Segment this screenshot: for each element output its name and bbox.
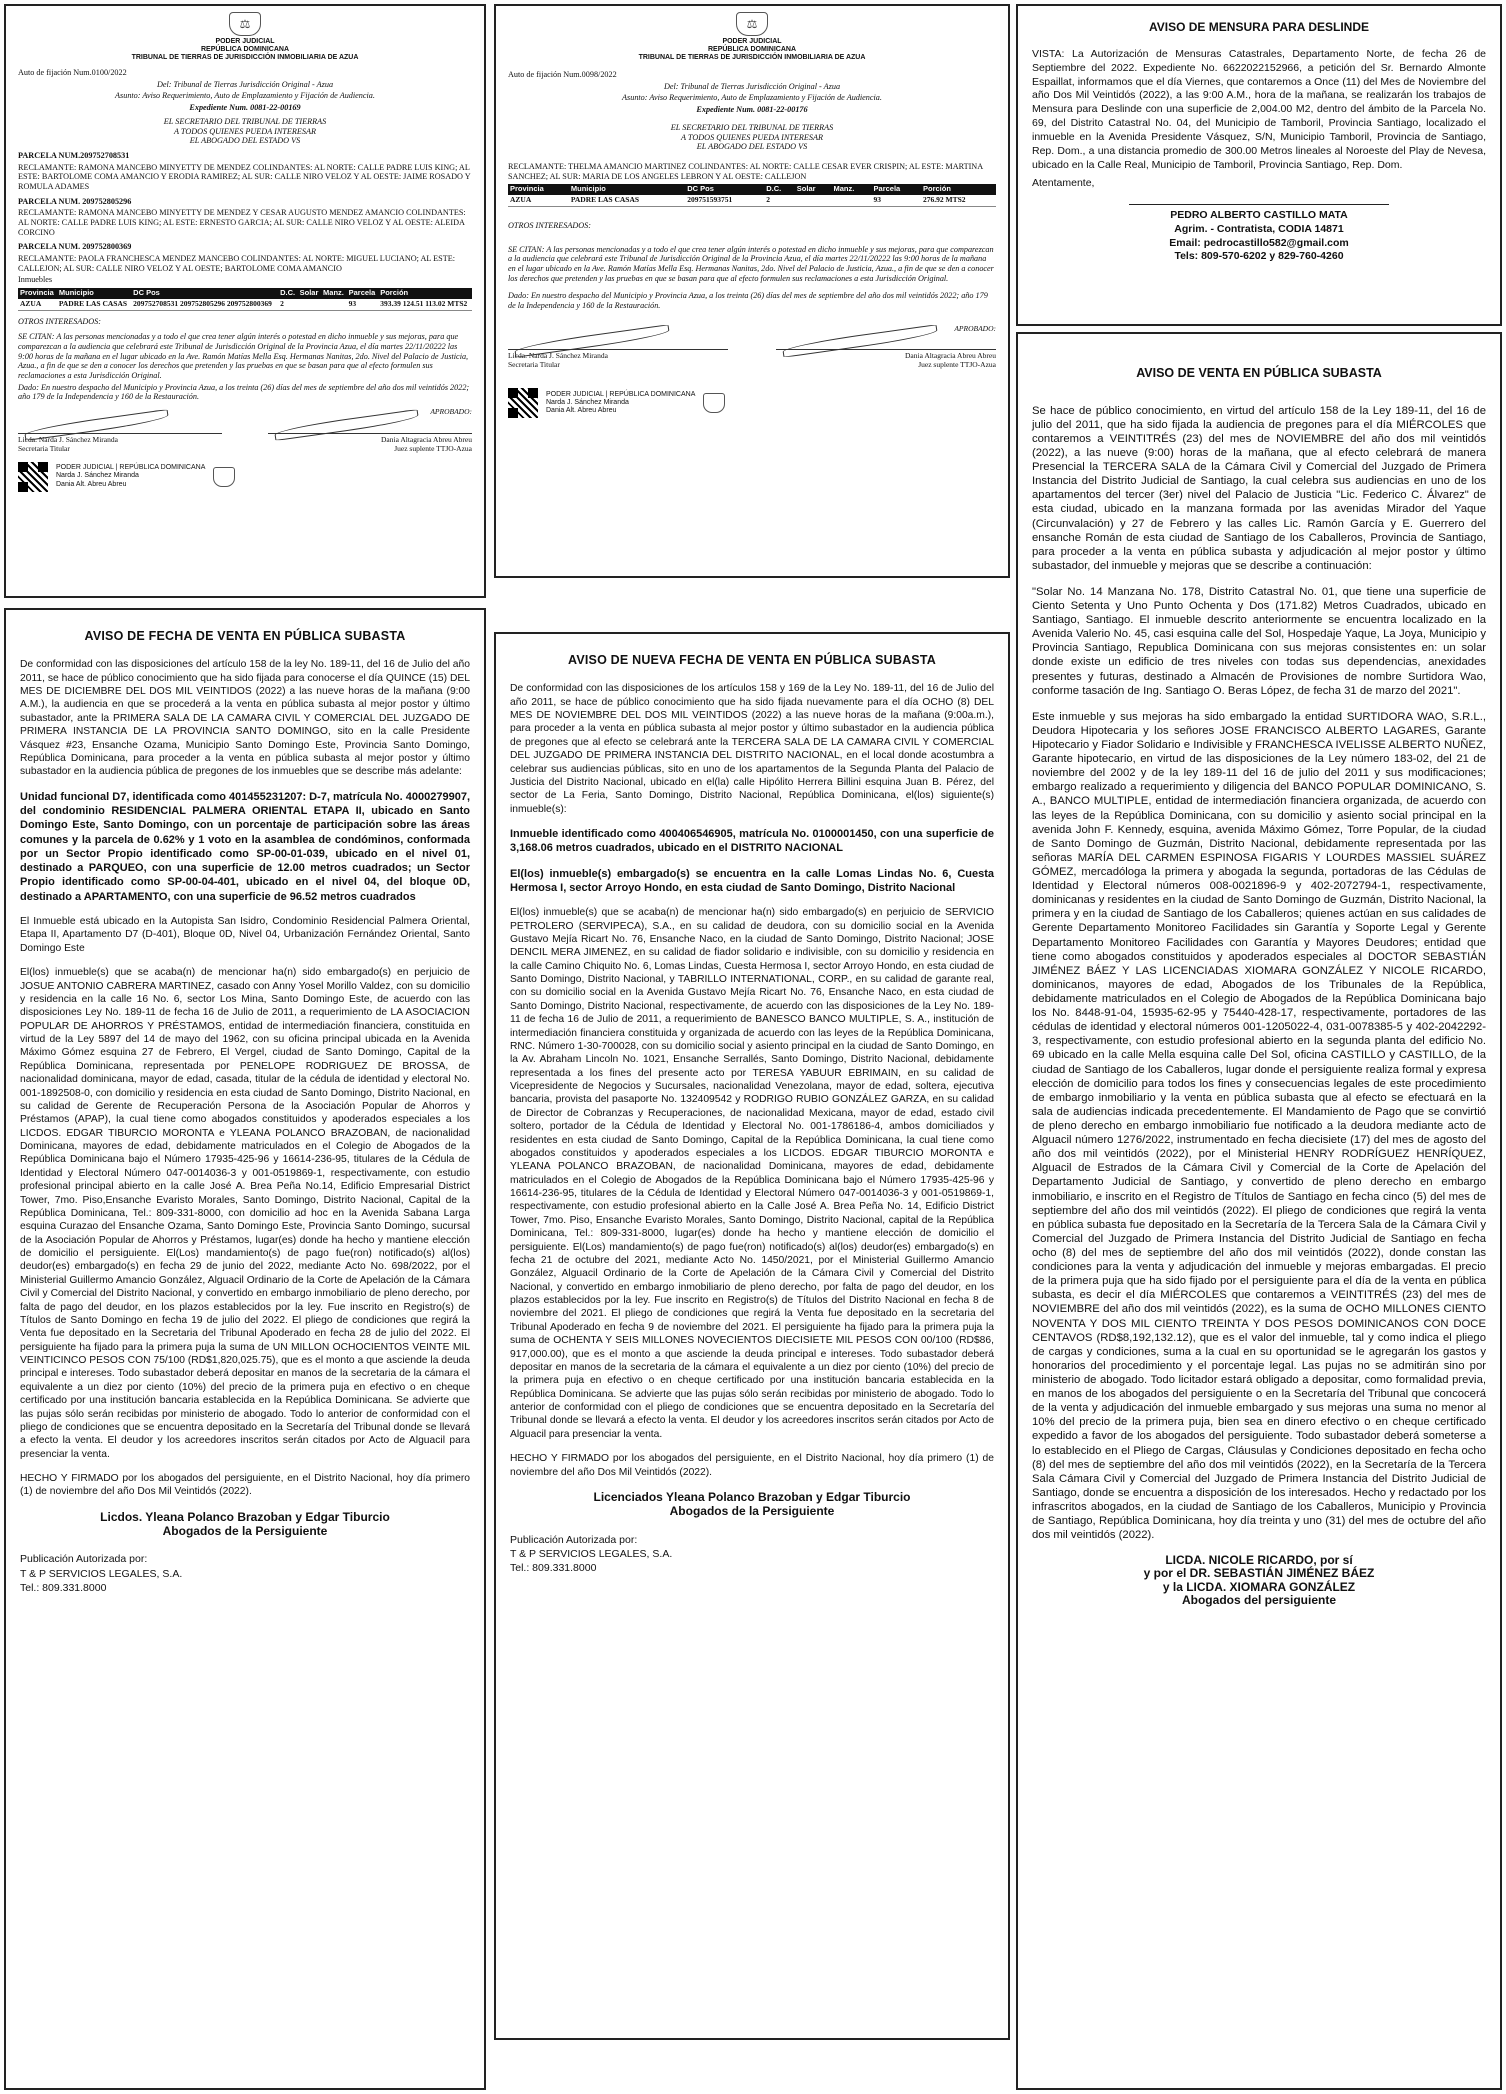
signature-judge (776, 325, 996, 371)
table-header: Parcela (347, 288, 379, 299)
signer-name: Licda. Narda J. Sánchez Miranda (18, 434, 118, 444)
notice-title: AVISO DE MENSURA PARA DESLINDE (1148, 20, 1370, 34)
handwritten-signature (508, 333, 728, 350)
table-header: DC Pos (131, 288, 278, 299)
table-cell: PADRE LAS CASAS (569, 195, 685, 206)
footer-line: Narda J. Sánchez Miranda (56, 472, 139, 480)
table-cell: 93 (872, 195, 921, 206)
table-cell: 209751593751 (685, 195, 764, 206)
table-header: Solar (298, 288, 321, 299)
signature-line: LICDA. NICOLE RICARDO, por sí (1165, 1553, 1353, 1568)
notice-auto-0098 (494, 4, 1010, 578)
publication-line: Tel.: 809.331.8000 (20, 1581, 107, 1594)
table-header: Porción (921, 184, 996, 195)
notice-paragraph: Este inmueble y sus mejoras ha sido embargado la entidad SURTIDORA WAO, S.R.L., Deudora Hipotecaria y los señores JOSE FRANCISCO ALBERTO LAGARES, Garante Hipotecario y Fiador Solidario e Indivisible y FRANCHESCA IVELISSE ALBERTO NUÑEZ, Garante hipotecario, en virtud de las disposiciones de la Ley número 183-02, del 21 de noviembre del 2002 y de la ley 189-11 del 16 de julio del 2011 y sus modificaciones; embargo realizado a requerimiento y diligencia del BANCO POPULAR DOMINICANO, S. A., BANCO MULTIPLE, entidad de intermediación financiera organizada, de acuerdo con las leyes de la República Dominicana, con su domicilio y asiento social principal en la avenida John F. Kennedy, esquina, avenida Máximo Gómez, Torre Popular, de la ciudad de Santo Domingo de Guzmán, Distrito Nacional, debidamente representada por las señoras MARÍA DEL CARMEN ESPINOSA FIGARIS Y LOURDES MASSIEL SUÁREZ GÓMEZ, mercadóloga la primera y abogada la segunda, portadoras de las Cédulas de Identidad y Electoral números 008-0021896-9 y 402-2072794-1, respectivamente, dominicanas y residentes en la ciudad de Santo Domingo de Guzmán, Distrito Nacional, la primera y en la ciudad de Santiago de los Caballeros; quienes actúan en sus calidades de Gerente Departamento Monitoreo Facilidades sin Garantía y Soporte Legal y Gerente Departamento Monitoreo Facilidades con Garantía y Mayores Deudores; entidad que tiene como abogados constituidos y apoderados especiales al DOCTOR SEBASTIÁN JIMÉNEZ BÁEZ Y LAS LICENCIADAS XIOMARA GONZÁLEZ Y NICOLE RICARDO, dominicanos, mayores de edad, Abogados de los Tribunales de la República, debidamente matriculados en el Colegio de Abogados de la República Dominicana bajo los No. 8448-91-04, 15935-62-95 y 75440-428-17, respectivamente, portadores de las cédulas de identidad y electoral números 001-1205022-4, 031-0078385-5 y 402-2042292-3, respectivamente, con estudio profesional abierto en la segunda planta del edificio No. 69 ubicado en la calle Mella esquina calle Del Sol, oficina CASTILLO y CASTILLO, de la ciudad de Santiago de los Caballeros, lugar donde el persiguiente realiza formal y expresa elección de domicilio para todos los fines y consecuencias legales de este procedimiento de embargo inmobiliario y la venta en pública subasta que al efecto se efectuará en la sala de audiencias indicada precedentemente. El Mandamiento de Pago que se convirtió de pleno derecho en embargo inmobiliario fue notificado a la deudora mediante acto de Alguacil número 1276/2022, instrumentado en fecha diecisiete (17) del mes de agosto del año dos mil veintidós (2022), por el Ministerial HENRY RODRÍGUEZ HENRÍQUEZ, Alguacil de Estrados de la Cámara Civil y Comercial de la Corte de Apelación del Departamento Judicial de Santiago, y convertido de pleno derecho en embargo inmobiliario, e inscrito en el Registro de Títulos de Santiago en fecha cinco (5) del mes de septiembre del año dos mil veintidós (2022). El pliego de condiciones que regirá la venta en pública subasta fue depositado en la Secretaría de la Tercera Sala de la Cámara Civil y Comercial del Juzgado de Primera Instancia del Distrito Judicial de Santiago en fecha ocho (8) del mes de septiembre del año dos mil veintidós (2022), donde constan las condiciones para la venta y adjudicación del inmueble y mejoras embargadas. El precio de la primera puja que ha sido fijado por el persiguiente para el día de la venta en pública subasta, es decir el día MIÉRCOLES que contaremos a VEINTITRÉS (23) del mes de NOVIEMBRE del año dos mil veintidós (2022), es la suma de OCHO MILLONES CIENTO NOVENTA Y DOS MIL CIENTO TREINTA Y DOS PESOS DOMINICANOS CON DOCE CENTAVOS (RD$8,192,132.12), que es el valor del inmueble, tal y como indica el pliego de cargas y condiciones, suma a la cual en su oportunidad se le agregarán los gastos y honorarios del procedimiento y el porcentaje legal. Las pujas no se admitirán sino por ministerio de abogado. Todo licitador estará obligado a depositar, como formalidad previa, en manos de los abogados del persiguiente o en la Secretaría del Tribunal que concocerá de la venta y adjudicación del inmueble embargado y sus mejoras una suma no menor al 10% del precio de la primera puja, bien sea en dinero efectivo o en cheque certificado expedido a favor de los abogados del persiguiente. Todo subastador deberá someterse a lo establecido en el Pliego de Cargas, Cláusulas y Condiciones depositado en fecha ocho (8) del mes de septiembre del año dos mil veintidós (2022), en la Secretaría de la Tercera Sala Cámara Civil y Comercial del Juzgado de Primera Instancia del Distrito Judicial de Santiago, donde se encuentra a disposición de los interesados. Hecho y redactado por los infrascritos abogados, en la ciudad de Santiago de los Caballeros, Municipio y Provincia de Santiago, República Dominicana, hoy día treinta y uno (31) del mes de octubre del año dos mil veintidós (2022). (1032, 710, 1486, 1542)
secretario-line: A TODOS QUIENES PUEDA INTERESAR (681, 132, 823, 142)
signer-name: Dania Altagracia Abreu Abreu (904, 351, 996, 361)
signatures (508, 325, 996, 371)
table-header: Parcela (872, 184, 921, 195)
handwritten-signature (268, 417, 472, 434)
secretario-line: A TODOS QUIENES PUEDA INTERESAR (174, 126, 316, 136)
se-citan-text: SE CITAN: A las personas mencionadas y a todo el que crea tener algún interés o potestad en dicho inmueble y sus mejoras, para que comparezcan a la audiencia que celebrará este Tribunal de Jurisdicción Original de la Provincia Azua, el día martes 22/11/20222 las 9:00 horas de la mañana en el lugar ubicado en la Ave. Ramón Matías Mella Esq. Hermanas Nanitas, 2do. Nivel del Palacio de Justicia, Azua., a fin de que se den a conocer los derechos que pretenden y las pruebas en que se basan para que al efecto formulen sus reclamaciones a esta Jurisdicción Original. (18, 332, 469, 380)
secretario-line: EL SECRETARIO DEL TRIBUNAL DE TIERRAS (163, 116, 327, 126)
table-header: Municipio (57, 288, 131, 299)
header-line: TRIBUNAL DE TIERRAS DE JURISDICCIÓN INMOBILIARIA DE AZUA (131, 54, 359, 62)
reclamante-text: RECLAMANTE: THELMA AMANCIO MARTINEZ COLINDANTES: AL NORTE: CALLE CESAR EVER CRISPIN; AL ESTE: MARTINA SANCHEZ; AL SUR: MARIA DE LOS ANGELES LEBRON Y AL OESTE: CALLEJON (508, 161, 983, 181)
table-cell: 2 (764, 195, 795, 206)
aprobado-label: APROBADO: (954, 323, 996, 333)
digital-signature-strip (508, 388, 996, 418)
table-header: Provincia (18, 288, 57, 299)
signature-judge (268, 408, 472, 454)
contact-block (1032, 209, 1486, 264)
parcela-block (18, 242, 472, 273)
coat-of-arms-icon: ⚖ (229, 12, 261, 36)
table-cell: 276.92 MTS2 (921, 195, 996, 206)
table-header: Porción (378, 288, 472, 299)
header-line: TRIBUNAL DE TIERRAS DE JURISDICCIÓN INMOBILIARIA DE AZUA (638, 54, 866, 62)
notice-paragraph: HECHO Y FIRMADO por los abogados del persiguiente, en el Distrito Nacional, hoy día primero (1) de noviembre del año Dos Mil Veintidós (2022). (510, 1453, 994, 1478)
table-header: Provincia (508, 184, 569, 195)
handwritten-signature (18, 417, 222, 434)
notice-paragraph: De conformidad con las disposiciones del artículo 158 de la ley No. 189-11, del 16 de Julio del año 2011, se hace de público conocimiento que ha sido fijada para conocerse el día QUINCE (15) DEL MES DE DICIEMBRE DEL DOS MIL VEINTIDOS (2022) a las nueve horas de la mañana (9:00 A.M.), la audiencia en que se procederá a la venta en pública subasta al mejor postor y último subastador, ante la PRIMERA SALA DE LA CAMARA CIVIL Y COMERCIAL DEL JUZGADO DE PRIMERA INSTANCIA DE LA PROVINCIA SANTO DOMINGO, sito en la calle Presidente Vásquez #23, Ensanche Ozama, Municipio Santo Domingo Este, Provincia Santo Domingo, República Dominicana, para proceder a la venta en pública subasta al mejor postor y último subastador en la audiencia pública de pregones de los inmuebles que se describe más adelante: (20, 659, 470, 778)
publication-info (510, 1533, 994, 1576)
publication-line: Tel.: 809.331.8000 (510, 1561, 597, 1574)
notice-auto-0100 (4, 4, 486, 598)
footer-line: Dania Alt. Abreu Abreu (56, 480, 127, 488)
parcela-block (18, 197, 472, 238)
header-line: PODER JUDICIAL (722, 38, 782, 45)
tribunal-line: Del: Tribunal de Tierras Jurisdicción Original - Azua (663, 81, 841, 91)
table-cell: 2 (278, 299, 298, 310)
property-description: Unidad funcional D7, identificada como 401455231207: D-7, matrícula No. 4000279907, del condominio RESIDENCIAL PALMERA ORIENTAL ETAPA II, ubicado en Santo Domingo Este, Santo Domingo, con un porcentaje de participación sobre las áreas comunes y la parcela de 0.62% y 1 voto en la asamblea de condóminos, conformada por un Sector Propio identificado como SP-00-01-039, ubicado en el nivel 01, destinado a PARQUEO, con una superficie de 12.00 metros cuadrados; un Sector Propio identificado como SP-00-04-401, ubicado en el nivel 04, del bloque 0D, destinado a APARTAMENTO, con una superficie de 96.52 metros cuadrados (20, 790, 470, 903)
signature-line: Abogados de la Persiguiente (162, 1523, 328, 1538)
footer-line: Dania Alt. Abreu Abreu (546, 407, 617, 415)
publication-line: Publicación Autorizada por: (20, 1553, 148, 1566)
table-header: Manz. (831, 184, 871, 195)
publication-line: Publicación Autorizada por: (510, 1533, 638, 1546)
signature-secretary (508, 333, 728, 370)
coat-of-arms-icon (703, 393, 725, 413)
notice-paragraph: El Inmueble está ubicado en la Autopista San Isidro, Condominio Residencial Palmera Oriental, Etapa II, Apartamento D7 (D-401), Bloque 0D, Nivel 04, Urbanización Fernández Oriental, Santo Domingo Este (20, 916, 470, 954)
signer-role: Secretaria Titular (508, 360, 560, 370)
signature-line: Licdos. Yleana Polanco Brazoban y Edgar Tiburcio (100, 1509, 390, 1524)
notice-paragraph: HECHO Y FIRMADO por los abogados del persiguiente, en el Distrito Nacional, hoy día primero (1) de noviembre del año Dos Mil Veintidós (2022). (20, 1473, 470, 1498)
notice-subasta-santiago (1016, 332, 1502, 2090)
notice-paragraph: "Solar No. 14 Manzana No. 178, Distrito Catastral No. 01, que tiene una superficie de Ciento Setenta y Uno Punto Ochenta y Dos (171.82) Metros Cuadrados, ubicado en Santiago, Santiago. El inmueble descrito anteriormente se encuentra localizado en la Avenida Valerio No. 45, casi esquina calle del Sol, Hospedaje Yaque, La Joya, Municipio y Provincia Santiago, Republica Dominicana con sus mejoras consistentes en: un solar donde existe un edificio de tres niveles con todas sus dependencias, anexidades presentes y futuras, destinado a Almacén de Provisiones de nombre Surtidora Wao, conforme tasación de Ing. Santiago O. Beras López, de fecha 31 de marzo del 2021". (1032, 585, 1486, 697)
secretario-line: EL ABOGADO DEL ESTADO VS (696, 142, 808, 152)
signer-role: Juez suplente TTJO-Azua (394, 443, 472, 453)
dado-text: Dado: En nuestro despacho del Municipio y Provincia Azua, a los treinta (26) días del mes de septiembre del año dos mil veintidós 2022; año 179 de la Independencia y 160 de la Restauración. (508, 291, 988, 310)
table-cell: 93 (347, 299, 379, 310)
property-description: Inmueble identificado como 400406546905, matrícula No. 0100001450, con una superficie de 3,168.06 metros cuadrados, ubicado en el DISTRITO NACIONAL (510, 828, 994, 855)
digital-signature-strip (18, 462, 472, 492)
contact-email: Email: pedrocastillo582@gmail.com (1169, 236, 1349, 249)
property-location: El(los) inmueble(s) embargado(s) se encuentra en la calle Lomas Lindas No. 6, Cuesta Hermosa I, sector Arroyo Hondo, en esta ciudad de Santo Domingo, Distrito Nacional (510, 867, 994, 894)
parcela-text: RECLAMANTE: RAMONA MANCEBO MINYETTY DE MENDEZ Y CESAR AUGUSTO MENDEZ AMANCIO COLINDANTES: AL NORTE: CALLE PADRE LUIS KING; AL ESTE: ERNESTO GARCIA; AL SUR: CALLE NIRO VELOZ Y AL OESTE: ALEIDA CORCINO (18, 208, 466, 237)
contact-title: Agrim. - Contratista, CODIA 14871 (1174, 223, 1344, 236)
signature-line: y por el DR. SEBASTIÁN JIMÉNEZ BÁEZ (1143, 1566, 1375, 1581)
table-header: Manz. (321, 288, 347, 299)
notice-paragraph: Se hace de público conocimiento, en virtud del artículo 158 de la Ley 189-11, del 16 de julio del 2011, que ha sido fijada la audiencia de pregones para el día MIÉRCOLES que contaremos a VEINTITRÉS (23) del mes de NOVIEMBRE del año dos mil veintidós (2022), a las nueve (9:00) horas de la mañana, que al efecto celebrará de manera Presencial la TERCERA SALA de la Cámara Civil y Comercial del Juzgado de Primera Instancia del Distrito Judicial de Santiago, la cual celebra sus audiencias en uno de los apartamentos del tercer (3er) nivel del Palacio de Justicia "Lic. Federico C. Álvarez" de esta ciudad, ubicado en la manzana formada por las avenidas Mirador del Yaque (Circunvalación) y 27 de Febrero y las calles Lic. Ramón García y E. Guerrero del ensanche Román de esta ciudad de Santiago de los Caballeros, Provincia de Santiago, para proceder a la venta en pública subasta y adjudicación al mejor postor y último subastador, del inmueble y mejoras que se describe a continuación: (1032, 404, 1486, 572)
parcel-table (508, 184, 996, 207)
signer-role: Secretaria Titular (18, 443, 70, 453)
aprobado-label: APROBADO: (430, 406, 472, 416)
footer-line: Narda J. Sánchez Miranda (546, 398, 629, 406)
table-cell: PADRE LAS CASAS (57, 299, 131, 310)
table-cell (321, 299, 347, 310)
notice-nueva-fecha-venta (494, 632, 1010, 2040)
table-cell (298, 299, 321, 310)
signature-block (20, 1511, 470, 1539)
tribunal-line: Del: Tribunal de Tierras Jurisdicción Original - Azua (156, 79, 334, 89)
publication-info (20, 1552, 470, 1595)
signature-line: y la LICDA. XIOMARA GONZÁLEZ (1162, 1579, 1356, 1594)
parcel-table (18, 288, 472, 311)
table-cell: 209752708531 209752805296 209752800369 (131, 299, 278, 310)
secretario-line: EL ABOGADO DEL ESTADO VS (189, 136, 301, 146)
parcela-title: PARCELA NUM.209752708531 (18, 150, 130, 160)
publication-line: T & P SERVICIOS LEGALES, S.A. (510, 1547, 673, 1560)
table-cell (831, 195, 871, 206)
inmuebles-label: Inmuebles (18, 275, 53, 285)
expediente-number: Expediente Num. 0081-22-00169 (189, 103, 301, 113)
table-header: D.C. (278, 288, 298, 299)
notice-title: AVISO DE FECHA DE VENTA EN PÚBLICA SUBASTA (84, 629, 406, 643)
asunto-line: Asunto: Aviso Requerimiento, Auto de Emplazamiento y Fijación de Audiencia. (622, 93, 882, 103)
table-cell: AZUA (508, 195, 569, 206)
coat-of-arms-icon (213, 467, 235, 487)
signature-line (1129, 204, 1389, 205)
parcela-text: RECLAMANTE: RAMONA MANCEBO MINYETTY DE MENDEZ COLINDANTES: AL NORTE: CALLE PADRE LUIS KING; AL ESTE: BARTOLOME COMA AMANCIO Y ERODIA RAMIREZ; AL SUR: CALLE NIRO VELOZ Y AL OESTE: JAIME ROSADO Y ROMULA ADAMES (18, 162, 471, 191)
parcela-block (18, 151, 472, 192)
table-row (18, 299, 472, 310)
notice-fecha-venta (4, 608, 486, 2090)
auto-number: Auto de fijación Num.0098/2022 (508, 70, 617, 80)
signature-block (510, 1491, 994, 1519)
header-line: PODER JUDICIAL (215, 38, 275, 45)
contact-name: PEDRO ALBERTO CASTILLO MATA (1170, 209, 1348, 222)
header-line: REPÚBLICA DOMINICANA (200, 46, 290, 54)
qr-code-icon (508, 388, 538, 418)
notice-paragraph: El(los) inmueble(s) que se acaba(n) de mencionar ha(n) sido embargado(s) en perjuicio de SERVICIO PETROLERO (SERVIPECA), S.A., en su calidad de deudora, con su domicilio social en la Avenida Gustavo Mejía Ricart No. 76, Ensanche Naco, en la ciudad de Santo Domingo, Distrito Nacional; JOSE DENCIL MERA JIMENEZ, en su calidad de fiador solidario e indivisible, con su domicilio y residencia en la calle Camino Chiquito No. 6, Lomas Lindas, Cuesta Hermosa I, sector Arroyo Hondo, en esta ciudad de Santo Domingo, Distrito Nacional, y TABRILLO INTERNATIONAL, CORP., en su calidad de garante real, con su domicilio social en la Avenida Gustavo Mejía Ricart No. 76, Ensanche Naco, en esta ciudad de Santo Domingo, Distrito Nacional, respectivamente, de acuerdo con las disposiciones de la Ley No. 189-11 de fecha 16 de Julio de 2011, a requerimiento de BANESCO BANCO MULTIPLE, S. A., institución de intermediación financiera constituida y organizada de acuerdo con las leyes de la República Dominicana, RNC. Número 1-30-700028, con su domicilio social y asiento principal en la ciudad de Santo Domingo, en la Av. Abraham Lincoln No. 1021, Ensanche Serrallés, Santo Domingo, Distrito Nacional, debidamente representada a los fines del presente acto por TERESA YABUUR EBRIMAIN, en su calidad de Vicepresidente de Negocios y Sucursales, nacionalidad Venezolana, mayor de edad, soltera, ejecutiva bancaria, provista del pasaporte No. 132409542 y RODRIGO RUBIO GONZÁLEZ GARZA, en su calidad de Director de Cobranzas y Recuperaciones, de nacionalidad Mexicana, mayor de edad, estado civil soltero, portador de la Cédula de Identidad y Electoral No. 001-1786186-4, ambos domiciliados y residentes en esta ciudad de Santo Domingo, Capital de la República Dominicana, la cual tiene como abogados constituidos y apoderados especiales a los LICDOS. EDGAR TIBURCIO MORONTA e YLEANA POLANCO BRAZOBAN, de nacionalidad Dominicana, mayores de edad, debidamente matriculados en el Colegio de Abogados de la República Dominicana bajo el Número 17935-425-96 y 16614-236-95, titulares de la Cédula de Identidad y Electoral Número 047-0014036-3 y 001-0519869-1, respectivamente, con estudio profesional abierto en la Calle José A. Brea Peña No. 14, Edificio District Tower, 7mo. Piso, Ensanche Evaristo Morales, Santo Domingo, Distrito Nacional, capital de la República Dominicana, Tel.: 809-331-8000, lugar(es) donde ha hecho y mantiene elección de domicilio el persiguiente. El(Los) mandamiento(s) de pago fue(ron) notificado(s) al(los) deudor(es) embargado(s) en fecha 21 de octubre del 2021, mediante Acto No. 1450/2021, por el Ministerial Guillermo Amancio González, Alguacil Ordinario de la Corte de Apelación de la Cámara Civil y Comercial del Distrito Nacional, y convertido en embargo inmobiliario de pleno derecho, por falta de pago del deudor, en los plazos establecidos por la ley. Fue inscrito en Registro(s) de Títulos del Distrito Nacional en fecha 8 de noviembre del 2021. El pliego de condiciones que regirá la Venta fue depositado en la secretaria del Tribunal Apoderado en fecha 9 de noviembre del 2021. El persiguiente ha fijado para la primera puja la suma de OCHENTA Y SEIS MILLONES NOVECIENTOS DIECISIETE MIL PESOS CON 00/100 (RD$86, 917,000.00), que es el monto a que asciende la deuda principal e intereses. Todo subastador deberá depositar en manos de la secretaria de la cámara el equivalente a un diez por ciento (10%) del precio de la primera puja en efectivo o en cheque certificado por una institución bancaria establecida en la República Dominicana. Se advierte que las pujas sólo serán recibidas por ministerio de abogado. Todo lo anterior de conformidad con el pliego de condiciones que se encuentra depositado en la Secretaría del Tribunal donde se llevará a efecto la venta. El deudor y los acreedores inscritos serán citados por Acto de Alguacil para presenciar la venta. (510, 907, 994, 1440)
expediente-number: Expediente Num. 0081-22-00176 (696, 105, 808, 115)
signer-name: Licda. Narda J. Sánchez Miranda (508, 351, 608, 361)
signatures (18, 408, 472, 454)
qr-code-icon (18, 462, 48, 492)
coat-of-arms-icon: ⚖ (736, 12, 768, 36)
closing: Atentamente, (1032, 176, 1095, 189)
signature-line: Licenciados Yleana Polanco Brazoban y Edgar Tiburcio (593, 1489, 911, 1504)
publication-line: T & P SERVICIOS LEGALES, S.A. (20, 1567, 183, 1580)
otros-interesados: OTROS INTERESADOS: (18, 316, 102, 326)
parcela-title: PARCELA NUM. 209752800369 (18, 242, 132, 252)
otros-interesados: OTROS INTERESADOS: (508, 220, 592, 230)
notice-paragraph: De conformidad con las disposiciones de los artículos 158 y 169 de la Ley No. 189-11, del 16 de Julio del año 2011, se hace de público conocimiento que ha sido fijada nuevamente para el día OCHO (8) DEL MES DE NOVIEMBRE DEL DOS MIL VEINTIDOS (2022) a las nueve horas de la mañana (9:00a.m.), para proceder a la venta en pública subasta al mejor postor y último subastador en la audiencia pública de pregones que al efecto se celebrará ante la TERCERA SALA DE LA CAMARA CIVIL Y COMERCIAL DEL JUZGADO DE PRIMERA INSTANCIA DEL DISTRITO NACIONAL, en el local donde acostumbra a celebrar sus audiencias públicas, sito en uno de los apartamentos de la Segunda Planta del Palacio de Justicia del Distrito Nacional, ubicado en el(la) calle Hipólito Herrera Billini esquina Juan B. Pérez, del sector de La Feria, Santo Domingo, Distrito Nacional, República Dominicana, el(los) siguiente(s) inmueble(s): (510, 683, 994, 815)
footer-line: PODER JUDICIAL | REPÚBLICA DOMINICANA (56, 464, 206, 472)
parcela-text: RECLAMANTE: PAOLA FRANCHESCA MENDEZ MANCEBO COLINDANTES: AL NORTE: MIGUEL LUCIANO; AL ESTE: CALLEJON; AL SUR: CALLE NIRO VELOZ Y AL OESTE; BARTOLOME COMA AMANCIO (18, 253, 456, 273)
contact-phones: Tels: 809-570-6202 y 829-760-4260 (1174, 250, 1344, 263)
se-citan-text: SE CITAN: A las personas mencionadas y a todo el que crea tener algún interés o potestad en dicho inmueble y sus mejoras, para que comparezcan a la audiencia que celebrará este Tribunal de Jurisdicción Original de la Provincia Azua, el día martes 22/11/20222 las 9:00 horas de la mañana en el lugar ubicado en la Ave. Ramón Matías Mella Esq. Hermanas Nanitas, 2do. Nivel del Palacio de Justicia, Azua., a fin de que se den a conocer los derechos que pretenden y las pruebas en que se basan para que al efecto formulen sus reclamaciones a esta Jurisdicción Original. (508, 244, 994, 283)
header-line: REPÚBLICA DOMINICANA (707, 46, 797, 54)
dado-text: Dado: En nuestro despacho del Municipio y Provincia Azua, a los treinta (26) días del mes de septiembre del año dos mil veintidós 2022; año 179 de la Independencia y 160 de la Restauración. (18, 382, 470, 402)
notice-body: VISTA: La Autorización de Mensuras Catastrales, Departamento Norte, de fecha 26 de Septiembre del 2022. Expediente No. 6622022152966, a petición del Sr. Bernardo Almonte Espaillat, informamos que el día Viernes, que contaremos a Once (11) del Mes de Noviembre del año Dos Mil Veintidós (2022), a las 9:00 A.M., hora de la mañana, se realizarán los trabajos de Mensura para Deslinde con una superficie de 2,004.00 M2, dentro del ámbito de la Parcela No. 69, del Distrito Catastral No. 04, del Municipio de Tamboril, Provincia Santiago, localizado el inmueble en la Avenida Presidente Vásquez, S/N, Municipio Tamboril, Provincia de Santiago, Rep. Dom., a una distancia promedio de 300.00 Metros lineales al Noroeste del Play de Nevesa, ubicado en la Calle Real, Municipio de Tamboril, Provincia Santiago, Rep. Dom. (1032, 47, 1486, 171)
signature-block (1032, 1554, 1486, 1607)
parcela-title: PARCELA NUM. 209752805296 (18, 196, 132, 206)
auto-number: Auto de fijación Num.0100/2022 (18, 68, 127, 78)
table-header: Municipio (569, 184, 685, 195)
notice-title: AVISO DE VENTA EN PÚBLICA SUBASTA (1136, 366, 1382, 380)
signature-secretary (18, 417, 222, 454)
table-cell (795, 195, 832, 206)
signer-role: Juez suplente TTJO-Azua (918, 360, 996, 370)
footer-line: PODER JUDICIAL | REPÚBLICA DOMINICANA (546, 390, 696, 398)
handwritten-signature (776, 333, 996, 350)
table-header: DC Pos (685, 184, 764, 195)
notice-paragraph: El(los) inmueble(s) que se acaba(n) de mencionar ha(n) sido embargado(s) en perjuicio de JOSUE ANTONIO CABRERA MARTINEZ, casado con Anny Yosel Morillo Valdez, con su domicilio y residencia en la calle 16 No. 6, sector Los Mina, Santo Domingo Este, de acuerdo con las disposiciones Ley No. 189-11 de fecha 16 de Julio de 2011, a requerimiento de LA ASOCIACION POPULAR DE AHORROS Y PRÉSTAMOS, entidad de intermediación financiera, constituida en virtud de la Ley 5897 del 14 de mayo del 1962, con su oficina principal ubicada en la Avenida Máximo Gómez esquina 27 de Febrero, El Vergel, ciudad de Santo Domingo, Capital de la República Dominicana, representada por PENELOPE RODRIGUEZ DE BROSSA, de nacionalidad dominicana, mayor de edad, casada, titular de la cédula de identidad y electoral No. 001-1892508-0, con domicilio y residencia en esta ciudad de Santo Domingo, Distrito Nacional, en su calidad de Gerente de Recuperación Persona de la Asociación Popular de Ahorros y Préstamos (APAP), la cual tiene como abogados constituidos y apoderados especiales a los LICDOS. EDGAR TIBURCIO MORONTA e YLEANA POLANCO BRAZOBAN, de nacionalidad Dominicana, mayores de edad, debidamente matriculados en el Colegio de Abogados de la República Dominicana bajo el Número 17935-425-96 y 16614-236-95, titulares de la Cédula de Identidad y Electoral Número 047-0014036-3 y 001-0519869-1, respectivamente, con estudio profesional principal abierto en la calle José A. Brea Peña No.14, Edificio Empresarial District Tower, 7mo. Piso,Ensanche Evaristo Morales, Santo Domingo, Distrito Nacional, Capital de la República Dominicana, Tel.: 809-331-8000, con domicilio ad hoc en la Avenida Sabana Larga esquina Curazao del Ensanche Ozama, Santo Domingo Este, Provincia Santo Domingo, sucursal de la Asociación Popular de Ahorros y Préstamos, lugar(es) donde ha hecho y mantiene elección de domicilio el persiguiente. El(Los) mandamiento(s) de pago fue(ron) notificado(s) al(los) deudor(es) embargado(s) en fecha 29 de junio del 2022, mediante Acto No. 698/2022, por el Ministerial Guillermo Amancio González, Alguacil Ordinario de la Corte de Apelación de la Cámara Civil y Comercial del Distrito Nacional, y convertido en embargo inmobiliario de pleno derecho, por falta de pago del deudor, en los plazos establecidos por la ley. Fue inscrito en Registro(s) de Títulos de Santo Domingo en fecha 19 de julio del 2022. El pliego de condiciones que regirá la Venta fue depositado en la Secretaria del Tribunal Apoderado en fecha 28 de julio del 2022. El persiguiente ha fijado para la primera puja la suma de UN MILLON OCHOCIENTOS VEINTE MIL VEINTICINCO PESOS CON 75/100 (RD$1,820,025.75), que es el monto a que asciende la deuda principal e intereses. Todo subastador deberá depositar en manos de la secretaria de la cámara el equivalente a un diez por ciento (10%) del precio de la primera puja en efectivo o en cheque certificado por una institución bancaria establecida en la República Dominicana. Se advierte que las pujas sólo serán recibidas por ministerio de abogado. Todo lo anterior de conformidad con el pliego de condiciones que se encuentra depositado en la Secretaría del Tribunal donde se llevará a efecto la venta. El deudor y los acreedores inscritos serán citados por Acto de Alguacil para presenciar la venta. (20, 967, 470, 1460)
table-row (508, 195, 996, 206)
notice-mensura-deslinde (1016, 4, 1502, 326)
notice-title: AVISO DE NUEVA FECHA DE VENTA EN PÚBLICA SUBASTA (568, 653, 936, 667)
signature-line: Abogados del persiguiente (1181, 1592, 1337, 1607)
table-header: D.C. (764, 184, 795, 195)
asunto-line: Asunto: Aviso Requerimiento, Auto de Emplazamiento y Fijación de Audiencia. (115, 91, 375, 101)
signature-line: Abogados de la Persiguiente (669, 1503, 835, 1518)
table-cell: 393.39 124.51 113.02 MTS2 (378, 299, 472, 310)
table-cell: AZUA (18, 299, 57, 310)
secretario-line: EL SECRETARIO DEL TRIBUNAL DE TIERRAS (670, 122, 834, 132)
signer-name: Dania Altagracia Abreu Abreu (380, 434, 472, 444)
table-header: Solar (795, 184, 832, 195)
